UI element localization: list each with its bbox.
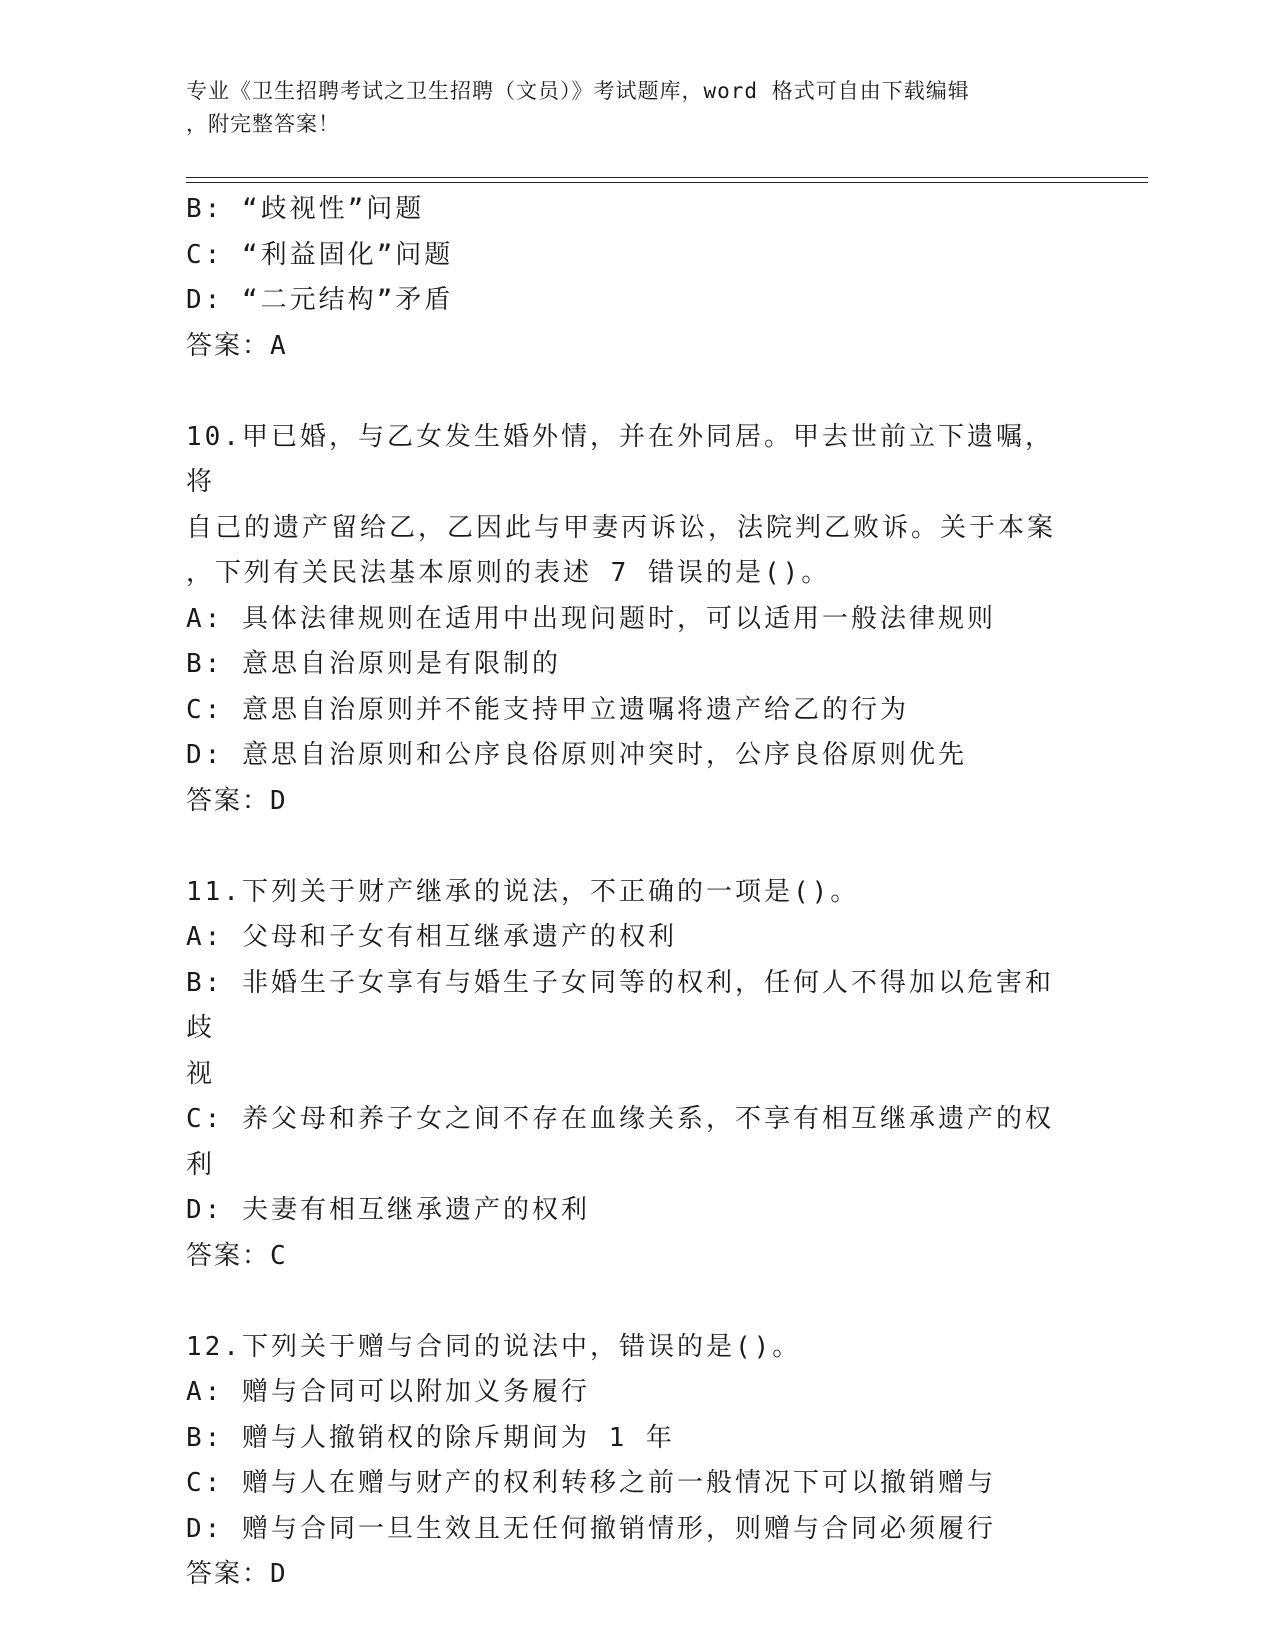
question-block-9 [186,187,1066,369]
option-c: C: 养父母和养子女之间不存在血缘关系，不享有相互继承遗产的权利 [186,1104,1054,1180]
block-spacer [186,369,1066,415]
block-spacer [186,824,1066,870]
header-divider-top [186,177,1148,178]
header-line-2: ，附完整答案！ [186,112,340,136]
answer-label: 答案：D [186,785,288,816]
option-a: A: 父母和子女有相互继承遗产的权利 [186,922,677,952]
document-header [186,75,1086,141]
option-c: C: “利益固化”问题 [186,239,454,270]
option-a: A: 赠与合同可以附加义务履行 [186,1377,590,1407]
option-b: B: 意思自治原则是有限制的 [186,649,561,679]
question-stem: 10.甲已婚，与乙女发生婚外情，并在外同居。甲去世前立下遗嘱，将 [186,421,1054,497]
option-d: D: 赠与合同一旦生效且无任何撤销情形，则赠与合同必须履行 [186,1513,996,1544]
question-block-11 [186,870,1066,1280]
answer-label: 答案：A [186,330,288,361]
option-b: B: “歧视性”问题 [186,194,425,224]
option-c: C: 赠与人在赠与财产的权利转移之前一般情况下可以撤销赠与 [186,1468,996,1498]
option-b: B: 非婚生子女享有与婚生子女同等的权利，任何人不得加以危害和歧 [186,967,1054,1043]
question-stem: 自己的遗产留给乙，乙因此与甲妻丙诉讼，法院判乙败诉。关于本案 [186,512,1057,543]
option-b-continued: 视 [186,1058,216,1089]
answer-label: 答案：C [186,1240,288,1271]
question-stem: ，下列有关民法基本原则的表述 7 错误的是()。 [186,558,831,588]
option-d: D: 夫妻有相互继承遗产的权利 [186,1195,590,1225]
question-stem: 11.下列关于财产继承的说法，不正确的一项是()。 [186,876,860,907]
option-d: D: 意思自治原则和公序良俗原则冲突时，公序良俗原则优先 [186,740,967,770]
question-block-10 [186,415,1066,825]
option-c: C: 意思自治原则并不能支持甲立遗嘱将遗产给乙的行为 [186,694,909,725]
question-list [186,187,1066,1598]
answer-label: 答案：D [186,1559,288,1589]
option-b: B: 赠与人撤销权的除斥期间为 1 年 [186,1422,675,1453]
option-a: A: 具体法律规则在适用中出现问题时，可以适用一般法律规则 [186,603,996,634]
block-spacer [186,1279,1066,1325]
header-divider-bottom [186,182,1148,183]
header-line-1: 专业《卫生招聘考试之卫生招聘（文员）》考试题库，word 格式可自由下载编辑 [186,79,970,103]
question-stem: 12.下列关于赠与合同的说法中，错误的是()。 [186,1331,802,1362]
option-d: D: “二元结构”矛盾 [186,285,454,315]
question-block-12 [186,1325,1066,1598]
